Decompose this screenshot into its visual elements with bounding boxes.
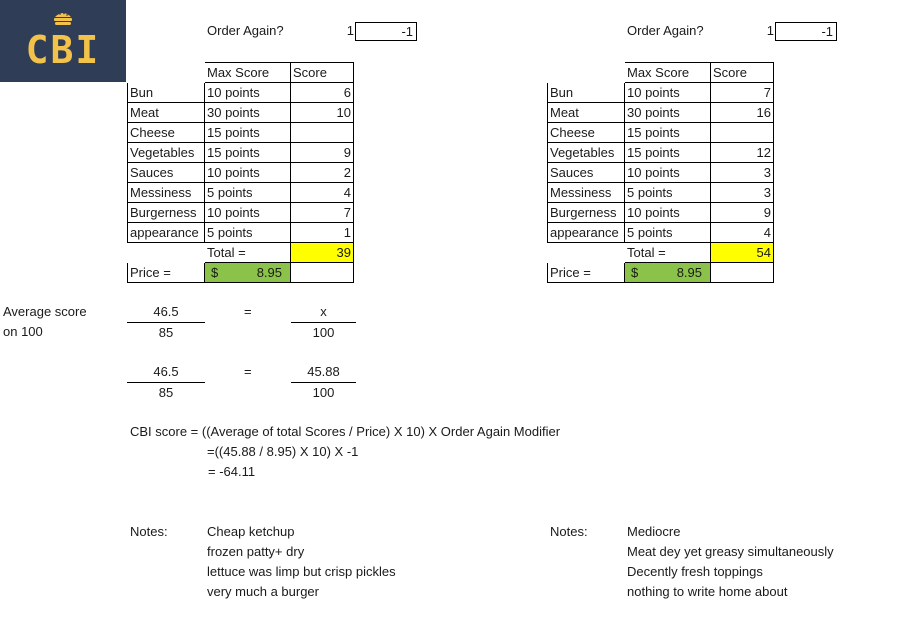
equals-sign: = bbox=[244, 304, 252, 319]
note-line: lettuce was limp but crisp pickles bbox=[207, 564, 396, 579]
total-cell[interactable]: 39 bbox=[291, 243, 354, 263]
score-cell[interactable] bbox=[291, 123, 354, 143]
score-cell[interactable]: 3 bbox=[711, 183, 774, 203]
formula-line-1: CBI score = ((Average of total Scores / Price) X 10) X Order Again Modifier bbox=[130, 424, 561, 439]
price-cell[interactable] bbox=[205, 263, 291, 283]
header-max-score: Max Score bbox=[205, 63, 291, 83]
score-cell[interactable]: 4 bbox=[291, 183, 354, 203]
row-label: Meat bbox=[128, 103, 205, 123]
equals-sign: = bbox=[244, 364, 252, 379]
score-cell[interactable] bbox=[711, 123, 774, 143]
row-label: Meat bbox=[548, 103, 625, 123]
row-max: 5 points bbox=[625, 183, 711, 203]
row-label: Messiness bbox=[128, 183, 205, 203]
formula-line-2: =((45.88 / 8.95) X 10) X -1 bbox=[207, 444, 359, 459]
fraction-left-2 bbox=[127, 362, 205, 403]
fraction-left-1 bbox=[127, 302, 205, 343]
row-label: Bun bbox=[548, 83, 625, 103]
score-cell[interactable]: 7 bbox=[291, 203, 354, 223]
row-max: 30 points bbox=[625, 103, 711, 123]
fraction-numerator: 46.5 bbox=[127, 302, 205, 323]
row-label: Burgerness bbox=[128, 203, 205, 223]
cbi-logo bbox=[0, 0, 126, 82]
row-label: Cheese bbox=[548, 123, 625, 143]
row-label: Cheese bbox=[128, 123, 205, 143]
score-cell[interactable]: 3 bbox=[711, 163, 774, 183]
currency-symbol: $ bbox=[211, 265, 219, 280]
row-max: 10 points bbox=[625, 203, 711, 223]
note-line: Mediocre bbox=[627, 524, 681, 539]
notes-label: Notes: bbox=[550, 524, 588, 539]
empty-cell[interactable] bbox=[291, 263, 354, 283]
order-again-value: 1 bbox=[346, 23, 354, 38]
price-label: Price = bbox=[548, 263, 625, 283]
average-label-line1: Average score bbox=[3, 304, 87, 319]
fraction-right-2 bbox=[291, 362, 356, 403]
score-cell[interactable]: 12 bbox=[711, 143, 774, 163]
row-max: 10 points bbox=[625, 163, 711, 183]
empty-cell[interactable] bbox=[711, 263, 774, 283]
currency-symbol: $ bbox=[631, 265, 639, 280]
price-value: 8.95 bbox=[256, 265, 282, 280]
row-label: Sauces bbox=[548, 163, 625, 183]
fraction-denominator: 85 bbox=[158, 385, 174, 400]
price-label: Price = bbox=[128, 263, 205, 283]
row-max: 5 points bbox=[205, 223, 291, 243]
row-label: Sauces bbox=[128, 163, 205, 183]
score-cell[interactable]: 6 bbox=[291, 83, 354, 103]
score-cell[interactable]: 9 bbox=[711, 203, 774, 223]
score-cell[interactable]: 1 bbox=[291, 223, 354, 243]
fraction-numerator: x bbox=[291, 302, 356, 323]
score-cell[interactable]: 10 bbox=[291, 103, 354, 123]
total-label: Total = bbox=[625, 243, 711, 263]
row-max: 15 points bbox=[205, 143, 291, 163]
note-line: frozen patty+ dry bbox=[207, 544, 305, 559]
row-label: Messiness bbox=[548, 183, 625, 203]
order-again-value: 1 bbox=[766, 23, 774, 38]
note-line: Decently fresh toppings bbox=[627, 564, 763, 579]
row-max: 15 points bbox=[205, 123, 291, 143]
order-again-modifier-cell[interactable]: -1 bbox=[775, 22, 837, 41]
fraction-denominator: 100 bbox=[312, 325, 335, 340]
score-cell[interactable]: 4 bbox=[711, 223, 774, 243]
note-line: Meat dey yet greasy simultaneously bbox=[627, 544, 834, 559]
score-cell[interactable]: 7 bbox=[711, 83, 774, 103]
row-label: Vegetables bbox=[128, 143, 205, 163]
row-label: Burgerness bbox=[548, 203, 625, 223]
fraction-denominator: 100 bbox=[312, 385, 335, 400]
row-max: 5 points bbox=[625, 223, 711, 243]
total-label: Total = bbox=[205, 243, 291, 263]
average-label-line2: on 100 bbox=[3, 324, 43, 339]
note-line: very much a burger bbox=[207, 584, 319, 599]
row-max: 10 points bbox=[205, 163, 291, 183]
note-line: nothing to write home about bbox=[627, 584, 788, 599]
row-max: 10 points bbox=[625, 83, 711, 103]
price-value: 8.95 bbox=[676, 265, 702, 280]
row-label: Bun bbox=[128, 83, 205, 103]
notes-label: Notes: bbox=[130, 524, 168, 539]
fraction-numerator: 45.88 bbox=[291, 362, 356, 383]
logo-text: CBI bbox=[25, 28, 101, 72]
row-label: appearance bbox=[128, 223, 205, 243]
row-max: 15 points bbox=[625, 143, 711, 163]
header-score: Score bbox=[711, 63, 774, 83]
score-table-1 bbox=[127, 62, 354, 283]
row-max: 5 points bbox=[205, 183, 291, 203]
formula-result: = -64.11 bbox=[208, 464, 256, 479]
row-max: 15 points bbox=[625, 123, 711, 143]
score-cell[interactable]: 9 bbox=[291, 143, 354, 163]
order-again-modifier-cell[interactable]: -1 bbox=[355, 22, 417, 41]
score-table-2 bbox=[547, 62, 774, 283]
order-again-label: Order Again? bbox=[627, 23, 704, 38]
row-max: 10 points bbox=[205, 203, 291, 223]
header-max-score: Max Score bbox=[625, 63, 711, 83]
row-label: Vegetables bbox=[548, 143, 625, 163]
score-cell[interactable]: 2 bbox=[291, 163, 354, 183]
score-cell[interactable]: 16 bbox=[711, 103, 774, 123]
fraction-right-1 bbox=[291, 302, 356, 343]
fraction-numerator: 46.5 bbox=[127, 362, 205, 383]
total-cell[interactable]: 54 bbox=[711, 243, 774, 263]
row-max: 10 points bbox=[205, 83, 291, 103]
order-again-label: Order Again? bbox=[207, 23, 284, 38]
row-max: 30 points bbox=[205, 103, 291, 123]
fraction-denominator: 85 bbox=[158, 325, 174, 340]
price-cell[interactable] bbox=[625, 263, 711, 283]
burger-icon bbox=[53, 10, 73, 26]
header-score: Score bbox=[291, 63, 354, 83]
note-line: Cheap ketchup bbox=[207, 524, 295, 539]
row-label: appearance bbox=[548, 223, 625, 243]
